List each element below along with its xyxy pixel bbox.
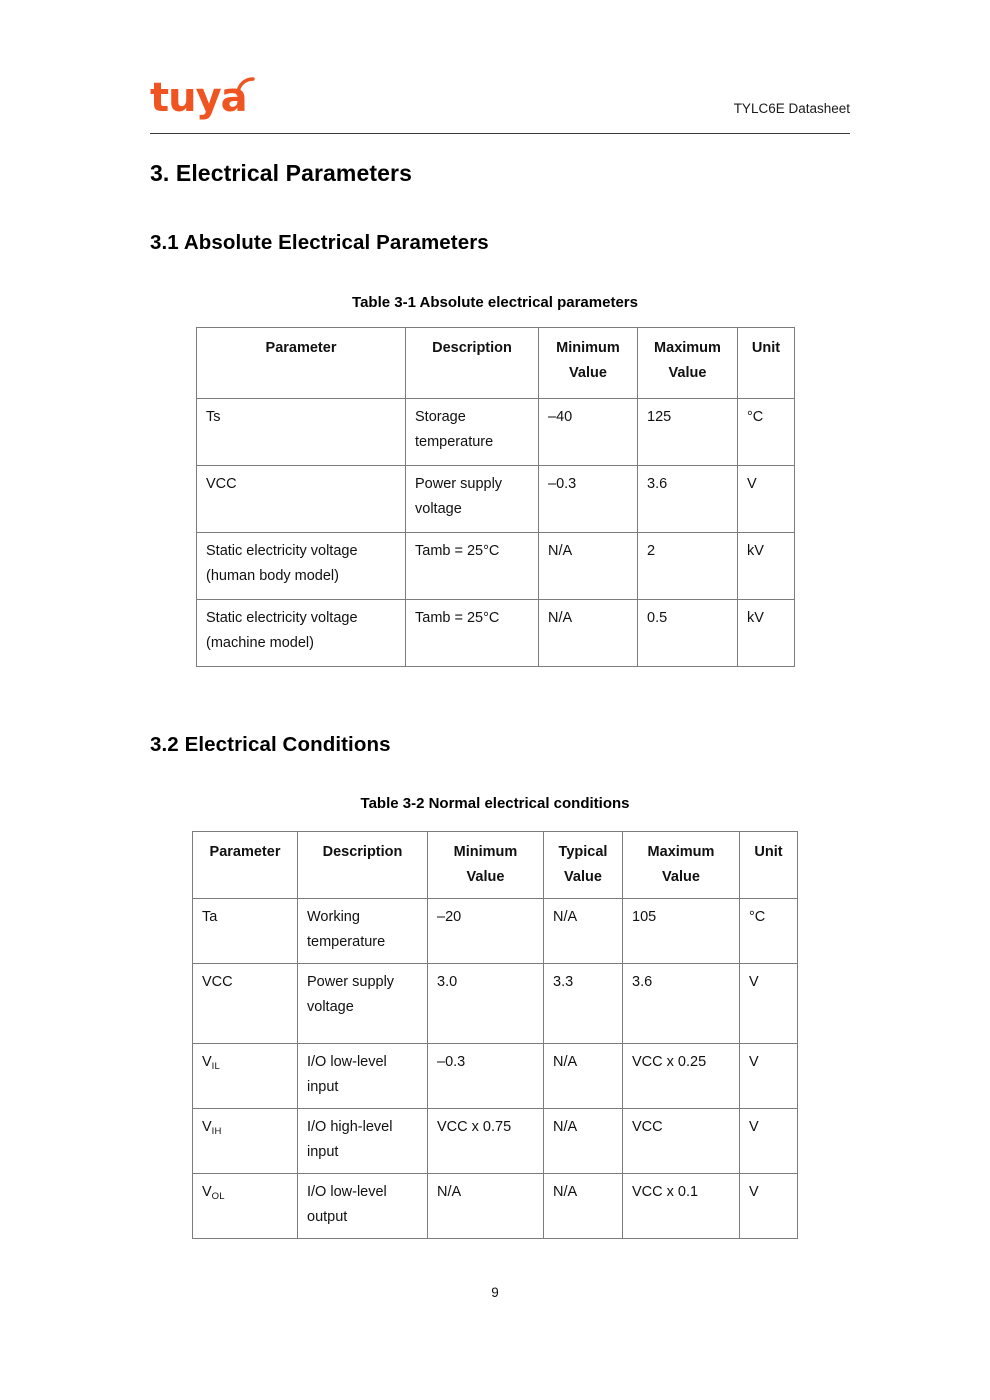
cell-maximum: 3.6 bbox=[623, 964, 740, 1044]
parameter-base: V bbox=[202, 1054, 212, 1070]
column-header-text: Unit bbox=[751, 340, 781, 356]
column-header-typical-value bbox=[544, 832, 623, 899]
cell-minimum: –20 bbox=[428, 899, 544, 964]
cell-minimum: N/A bbox=[539, 600, 638, 667]
cell-parameter bbox=[193, 1109, 298, 1174]
cell-typical: N/A bbox=[544, 1044, 623, 1109]
page-header bbox=[150, 72, 850, 134]
cell-typical: N/A bbox=[544, 1174, 623, 1239]
cell-maximum: 0.5 bbox=[638, 600, 738, 667]
cell-minimum: VCC x 0.75 bbox=[428, 1109, 544, 1174]
page-number: 9 bbox=[491, 1285, 499, 1300]
cell-parameter bbox=[193, 899, 298, 964]
column-header-description bbox=[298, 832, 428, 899]
cell-minimum: N/A bbox=[428, 1174, 544, 1239]
cell-description: Storage temperature bbox=[406, 399, 539, 466]
cell-unit: V bbox=[740, 1174, 798, 1239]
table-row-header bbox=[197, 328, 795, 399]
cell-description: Tamb = 25°C bbox=[406, 533, 539, 600]
cell-parameter bbox=[193, 1044, 298, 1109]
column-header-text: Parameter bbox=[209, 844, 281, 860]
table-row bbox=[197, 466, 795, 533]
cell-typical: 3.3 bbox=[544, 964, 623, 1044]
header-document-title: TYLC6E Datasheet bbox=[733, 101, 850, 116]
parameter-subscript: IL bbox=[211, 1061, 220, 1072]
column-header-text-2: Value bbox=[662, 869, 700, 885]
cell-unit: °C bbox=[738, 399, 795, 466]
section-heading-3-1: 3.1 Absolute Electrical Parameters bbox=[150, 231, 489, 254]
wifi-arc-icon bbox=[234, 76, 256, 98]
cell-parameter bbox=[193, 964, 298, 1044]
cell-parameter: Static electricity voltage (human body model) bbox=[197, 533, 406, 600]
cell-description: Power supply voltage bbox=[298, 964, 428, 1044]
parameter-subscript: OL bbox=[211, 1191, 225, 1202]
cell-parameter: VCC bbox=[197, 466, 406, 533]
cell-parameter: Ts bbox=[197, 399, 406, 466]
tuya-logo bbox=[150, 74, 270, 122]
cell-maximum: VCC x 0.25 bbox=[623, 1044, 740, 1109]
cell-maximum: VCC bbox=[623, 1109, 740, 1174]
section-heading-3-2: 3.2 Electrical Conditions bbox=[150, 733, 391, 756]
cell-unit: V bbox=[738, 466, 795, 533]
table-3-1-caption: Table 3-1 Absolute electrical parameters bbox=[352, 294, 638, 311]
column-header-unit bbox=[738, 328, 795, 399]
column-header-parameter bbox=[197, 328, 406, 399]
column-header-text: Minimum bbox=[556, 340, 620, 356]
section-heading-3: 3. Electrical Parameters bbox=[150, 160, 412, 186]
column-header-text: Typical bbox=[558, 844, 608, 860]
cell-parameter bbox=[193, 1174, 298, 1239]
cell-description: Power supply voltage bbox=[406, 466, 539, 533]
column-header-text: Description bbox=[322, 844, 403, 860]
column-header-text: Parameter bbox=[265, 340, 337, 356]
parameter-base: Ta bbox=[202, 909, 218, 925]
parameter-base: VCC bbox=[202, 974, 233, 990]
cell-typical: N/A bbox=[544, 1109, 623, 1174]
cell-minimum: –40 bbox=[539, 399, 638, 466]
cell-typical: N/A bbox=[544, 899, 623, 964]
column-header-text-2: Value bbox=[668, 365, 707, 381]
cell-description: I/O low-level input bbox=[298, 1044, 428, 1109]
cell-description: Tamb = 25°C bbox=[406, 600, 539, 667]
cell-unit: kV bbox=[738, 600, 795, 667]
cell-description: I/O high-level input bbox=[298, 1109, 428, 1174]
column-header-maximum-value bbox=[623, 832, 740, 899]
cell-parameter: Static electricity voltage (machine model) bbox=[197, 600, 406, 667]
column-header-text-2: Value bbox=[466, 869, 505, 885]
column-header-text: Description bbox=[432, 340, 512, 356]
table-3-1 bbox=[196, 327, 795, 667]
table-3-2-caption: Table 3-2 Normal electrical conditions bbox=[360, 795, 630, 812]
table-row-header bbox=[193, 832, 798, 899]
cell-unit: °C bbox=[740, 899, 798, 964]
cell-minimum: 3.0 bbox=[428, 964, 544, 1044]
cell-maximum: VCC x 0.1 bbox=[623, 1174, 740, 1239]
column-header-text: Unit bbox=[754, 844, 783, 860]
column-header-text-2: Value bbox=[569, 365, 607, 381]
table-row bbox=[193, 899, 798, 964]
column-header-parameter bbox=[193, 832, 298, 899]
cell-minimum: N/A bbox=[539, 533, 638, 600]
table-row bbox=[193, 964, 798, 1044]
table-row bbox=[197, 600, 795, 667]
cell-minimum: –0.3 bbox=[539, 466, 638, 533]
cell-description: I/O low-level output bbox=[298, 1174, 428, 1239]
cell-maximum: 3.6 bbox=[638, 466, 738, 533]
cell-maximum: 105 bbox=[623, 899, 740, 964]
column-header-minimum-value bbox=[539, 328, 638, 399]
parameter-base: V bbox=[202, 1184, 212, 1200]
table-3-2 bbox=[192, 831, 798, 1239]
column-header-description bbox=[406, 328, 539, 399]
column-header-unit bbox=[740, 832, 798, 899]
cell-unit: V bbox=[740, 1109, 798, 1174]
cell-unit: V bbox=[740, 1044, 798, 1109]
tuya-logo-wordmark: tuya bbox=[150, 75, 247, 121]
table-row bbox=[193, 1174, 798, 1239]
column-header-text: Maximum bbox=[647, 844, 715, 860]
cell-maximum: 2 bbox=[638, 533, 738, 600]
column-header-maximum-value bbox=[638, 328, 738, 399]
table-row bbox=[197, 399, 795, 466]
parameter-subscript: IH bbox=[211, 1126, 222, 1137]
column-header-text-2: Value bbox=[564, 869, 602, 885]
column-header-text: Maximum bbox=[654, 340, 721, 356]
table-row bbox=[197, 533, 795, 600]
table-row bbox=[193, 1109, 798, 1174]
parameter-base: V bbox=[202, 1119, 212, 1135]
table-row bbox=[193, 1044, 798, 1109]
cell-maximum: 125 bbox=[638, 399, 738, 466]
cell-unit: V bbox=[740, 964, 798, 1044]
cell-description: Working temperature bbox=[298, 899, 428, 964]
column-header-minimum-value bbox=[428, 832, 544, 899]
cell-minimum: –0.3 bbox=[428, 1044, 544, 1109]
column-header-text: Minimum bbox=[453, 844, 518, 860]
header-divider bbox=[150, 133, 850, 134]
cell-unit: kV bbox=[738, 533, 795, 600]
